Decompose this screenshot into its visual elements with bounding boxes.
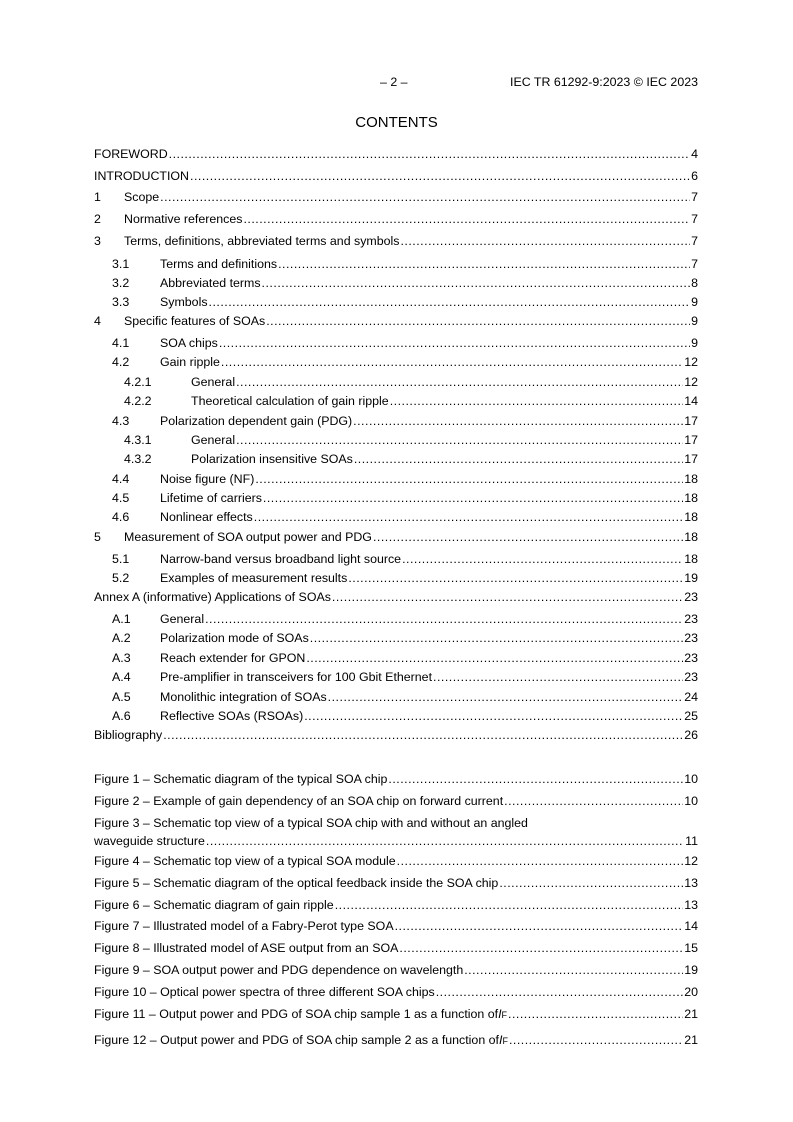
- dot-leader: [390, 393, 684, 409]
- toc-entry-page: 17: [684, 433, 698, 447]
- dot-leader: [348, 570, 683, 586]
- toc-entry[interactable]: [94, 335, 698, 351]
- figure-entry[interactable]: [94, 897, 698, 913]
- toc-entry-page: 17: [684, 452, 698, 466]
- toc-entry-number: 4.3.2: [124, 452, 152, 466]
- figure-entry-title: Figure 10 – Optical power spectra of three different SOA chips: [94, 985, 435, 999]
- toc-entry-title: Terms and definitions: [160, 257, 278, 271]
- dot-leader: [499, 875, 683, 891]
- dot-leader: [236, 374, 683, 390]
- toc-entry-page: 14: [684, 394, 698, 408]
- dot-leader: [354, 451, 683, 467]
- dot-leader: [209, 294, 691, 310]
- toc-entry[interactable]: [94, 168, 698, 184]
- toc-entry[interactable]: [94, 146, 698, 162]
- toc-entry-number: A.3: [112, 651, 131, 665]
- toc-entry[interactable]: [94, 471, 698, 487]
- figure-entry-page: 21: [684, 1033, 698, 1047]
- dot-leader: [402, 551, 683, 567]
- dot-leader: [160, 189, 690, 205]
- toc-entry-page: 6: [691, 169, 698, 183]
- toc-entry-number: 3.3: [112, 295, 130, 309]
- toc-entry[interactable]: [94, 650, 698, 666]
- dot-leader: [169, 146, 690, 162]
- toc-entry-title: Reflective SOAs (RSOAs): [160, 709, 304, 723]
- toc-entry-title: SOA chips: [160, 336, 218, 350]
- toc-entry-number: 3: [94, 234, 101, 248]
- toc-entry-number: 4: [94, 314, 101, 328]
- page-header: [94, 75, 698, 91]
- toc-entry-page: 4: [691, 147, 698, 161]
- figure-entry-title: Figure 9 – SOA output power and PDG dependence on wavelength: [94, 963, 464, 977]
- toc-entry-number: 5: [94, 530, 101, 544]
- figure-entry-line2: [94, 833, 698, 849]
- toc-entry-number: 4.5: [112, 491, 130, 505]
- toc-entry-number: A.6: [112, 709, 131, 723]
- figure-entry-page: 13: [684, 898, 698, 912]
- figure-entry[interactable]: [94, 918, 698, 934]
- toc-entry-page: 23: [684, 670, 698, 684]
- toc-entry[interactable]: [94, 689, 698, 705]
- figure-entry-title: Figure 3 – Schematic top view of a typical SOA chip with and without an angled: [94, 816, 528, 830]
- figure-entry[interactable]: [94, 962, 698, 978]
- toc-entry[interactable]: [94, 509, 698, 525]
- toc-entry-title: Symbols: [160, 295, 208, 309]
- toc-entry-number: 3.1: [112, 257, 130, 271]
- toc-entry[interactable]: [94, 529, 698, 545]
- toc-entry-title: Abbreviated terms: [160, 276, 261, 290]
- toc-entry-title: General: [191, 433, 236, 447]
- figure-entry[interactable]: [94, 815, 698, 849]
- toc-entry-title: Scope: [124, 190, 160, 204]
- toc-entry-number: 4.3.1: [124, 433, 152, 447]
- toc-entry[interactable]: [94, 611, 698, 627]
- toc-entry-title: Theoretical calculation of gain ripple: [191, 394, 389, 408]
- current-symbol-subscript: F: [502, 1036, 508, 1046]
- current-symbol-subscript: F: [501, 1010, 508, 1020]
- toc-entry-title: INTRODUCTION: [94, 169, 189, 183]
- dot-leader: [266, 313, 690, 329]
- toc-entry-title: Polarization mode of SOAs: [160, 631, 309, 645]
- toc-entry-title: Pre-amplifier in transceivers for 100 Gbit Ethernet: [160, 670, 433, 684]
- page-title: CONTENTS: [355, 114, 438, 131]
- toc-entry-title: Narrow-band versus broadband light source: [160, 552, 402, 566]
- toc-entry[interactable]: [94, 551, 698, 567]
- toc-entry-page: 9: [691, 295, 698, 309]
- current-symbol: I: [499, 1033, 503, 1047]
- toc-entry-page: 18: [684, 530, 698, 544]
- toc-entry[interactable]: [94, 570, 698, 586]
- toc-entry-page: 25: [684, 709, 698, 723]
- toc-entry[interactable]: [94, 413, 698, 429]
- toc-entry[interactable]: [94, 275, 698, 291]
- toc-entry-page: 18: [684, 510, 698, 524]
- toc-entry[interactable]: [94, 294, 698, 310]
- toc-entry-page: 7: [691, 234, 698, 248]
- toc-entry[interactable]: [94, 589, 698, 605]
- dot-leader: [255, 471, 683, 487]
- toc-entry-title: Nonlinear effects: [160, 510, 253, 524]
- dot-leader: [163, 727, 683, 743]
- figure-entry-title: Figure 8 – Illustrated model of ASE output from an SOA: [94, 941, 399, 955]
- toc-entry-page: 23: [684, 651, 698, 665]
- toc-entry[interactable]: [94, 313, 698, 329]
- dot-leader: [263, 490, 683, 506]
- toc-entry-number: 4.3: [112, 414, 130, 428]
- toc-entry-page: 23: [684, 612, 698, 626]
- toc-entry[interactable]: [94, 727, 698, 743]
- toc-entry-number: A.2: [112, 631, 131, 645]
- toc-entry-number: 4.2.2: [124, 394, 152, 408]
- toc-entry-page: 12: [684, 355, 698, 369]
- toc-entry-title: Terms, definitions, abbreviated terms and symbols: [124, 234, 400, 248]
- toc-entry[interactable]: [94, 233, 698, 249]
- dot-leader: [254, 509, 683, 525]
- figure-entry[interactable]: [94, 984, 698, 1000]
- dot-leader: [221, 354, 683, 370]
- toc-entry[interactable]: [94, 256, 698, 272]
- figure-entry[interactable]: [94, 1006, 698, 1022]
- toc-entry[interactable]: [94, 211, 698, 227]
- dot-leader: [504, 793, 683, 809]
- toc-entry-number: 5.2: [112, 571, 130, 585]
- dot-leader: [464, 962, 683, 978]
- toc-entry-title: Reach extender for GPON: [160, 651, 306, 665]
- toc-entry-page: 23: [684, 631, 698, 645]
- dot-leader: [236, 432, 683, 448]
- toc-entry-page: 9: [691, 336, 698, 350]
- toc-entry-number: 3.2: [112, 276, 130, 290]
- dot-leader: [395, 918, 684, 934]
- toc-entry-number: 2: [94, 212, 101, 226]
- figure-entry-page: 12: [684, 854, 698, 868]
- toc-entry-page: 8: [691, 276, 698, 290]
- toc-entry-title: Bibliography: [94, 728, 163, 742]
- figure-entry[interactable]: [94, 853, 698, 869]
- toc-entry-number: 4.2: [112, 355, 130, 369]
- figure-entry-title: Figure 4 – Schematic top view of a typical SOA module: [94, 854, 396, 868]
- toc-entry-title: Lifetime of carriers: [160, 491, 262, 505]
- toc-entry-number: 4.2.1: [124, 375, 152, 389]
- toc-entry[interactable]: [94, 189, 698, 205]
- toc-entry-title: Examples of measurement results: [160, 571, 348, 585]
- toc-entry-title: Polarization dependent gain (PDG): [160, 414, 353, 428]
- toc-entry-page: 17: [684, 414, 698, 428]
- dot-leader: [306, 650, 683, 666]
- figure-entry-page: 19: [684, 963, 698, 977]
- dot-leader: [388, 771, 683, 787]
- toc-entry[interactable]: [94, 374, 698, 390]
- document-reference: IEC TR 61292-9:2023 © IEC 2023: [510, 75, 698, 89]
- figure-entry-title: Figure 1 – Schematic diagram of the typical SOA chip: [94, 772, 388, 786]
- dot-leader: [190, 168, 690, 184]
- dot-leader: [399, 940, 683, 956]
- dot-leader: [433, 669, 683, 685]
- toc-entry-page: 7: [691, 212, 698, 226]
- figure-entry[interactable]: [94, 1032, 698, 1048]
- toc-entry-title: Noise figure (NF): [160, 472, 255, 486]
- toc-entry[interactable]: [94, 354, 698, 370]
- toc-entry[interactable]: [94, 669, 698, 685]
- figure-entry-page: 15: [684, 941, 698, 955]
- toc-entry-title: Gain ripple: [160, 355, 220, 369]
- toc-entry-title: Monolithic integration of SOAs: [160, 690, 327, 704]
- dot-leader: [262, 275, 691, 291]
- toc-entry[interactable]: [94, 393, 698, 409]
- dot-leader: [278, 256, 690, 272]
- toc-entry-page: 23: [684, 590, 698, 604]
- dot-leader: [328, 689, 684, 705]
- toc-entry-number: A.4: [112, 670, 131, 684]
- toc-entry-page: 18: [684, 472, 698, 486]
- dot-leader: [205, 611, 683, 627]
- figure-entry-page: 14: [684, 919, 698, 933]
- dot-leader: [436, 984, 684, 1000]
- figure-entry-title: Figure 7 – Illustrated model of a Fabry-Perot type SOA: [94, 919, 394, 933]
- dot-leader: [304, 708, 683, 724]
- figure-entry-page: 13: [684, 876, 698, 890]
- toc-entry-page: 9: [691, 314, 698, 328]
- toc-entry-number: 4.6: [112, 510, 130, 524]
- toc-entry[interactable]: [94, 630, 698, 646]
- figure-entry-title: Figure 12 – Output power and PDG of SOA chip sample 2 as a function of: [94, 1033, 499, 1047]
- dot-leader: [206, 833, 684, 849]
- toc-entry-title: Annex A (informative) Applications of SOAs: [94, 590, 331, 604]
- figure-entry-page: 10: [684, 794, 698, 808]
- toc-entry-page: 18: [684, 552, 698, 566]
- toc-entry-page: 7: [691, 257, 698, 271]
- toc-entry-number: 1: [94, 190, 101, 204]
- toc-entry-page: 7: [691, 190, 698, 204]
- toc-entry-title: Specific features of SOAs: [124, 314, 266, 328]
- figure-entry-title: Figure 5 – Schematic diagram of the optical feedback inside the SOA chip: [94, 876, 499, 890]
- toc-entry[interactable]: [94, 708, 698, 724]
- dot-leader: [335, 897, 684, 913]
- toc-entry-page: 12: [684, 375, 698, 389]
- figure-entry-page: 11: [685, 834, 698, 848]
- dot-leader: [219, 335, 690, 351]
- toc-entry-title: General: [191, 375, 236, 389]
- toc-entry-title: General: [160, 612, 205, 626]
- dot-leader: [397, 853, 684, 869]
- toc-entry-title: Polarization insensitive SOAs: [191, 452, 353, 466]
- toc-entry-page: 24: [684, 690, 698, 704]
- figure-entry[interactable]: [94, 875, 698, 891]
- toc-entry-title: FOREWORD: [94, 147, 168, 161]
- toc-entry-number: 4.4: [112, 472, 130, 486]
- dot-leader: [353, 413, 683, 429]
- toc-entry-number: A.5: [112, 690, 131, 704]
- figure-entry[interactable]: [94, 771, 698, 787]
- toc-entry[interactable]: [94, 490, 698, 506]
- current-symbol: I: [498, 1007, 502, 1021]
- toc-entry-page: 26: [684, 728, 698, 742]
- figure-entry-title: Figure 2 – Example of gain dependency of an SOA chip on forward current: [94, 794, 504, 808]
- toc-entry[interactable]: [94, 451, 698, 467]
- figure-entry[interactable]: [94, 793, 698, 809]
- figure-entry-title: Figure 6 – Schematic diagram of gain ripple: [94, 898, 334, 912]
- dot-leader: [310, 630, 683, 646]
- toc-entry[interactable]: [94, 432, 698, 448]
- dot-leader: [508, 1006, 683, 1022]
- toc-entry-page: 18: [684, 491, 698, 505]
- figure-entry-page: 20: [684, 985, 698, 999]
- toc-entry-title: Normative references: [124, 212, 243, 226]
- dot-leader: [509, 1032, 683, 1048]
- figure-entry-page: 21: [684, 1007, 698, 1021]
- toc-entry-number: A.1: [112, 612, 131, 626]
- dot-leader: [243, 211, 690, 227]
- toc-entry-number: 4.1: [112, 336, 130, 350]
- dot-leader: [373, 529, 683, 545]
- toc-entry-title: Measurement of SOA output power and PDG: [124, 530, 372, 544]
- figure-entry-title: Figure 11 – Output power and PDG of SOA chip sample 1 as a function of: [94, 1007, 499, 1021]
- figure-entry-page: 10: [684, 772, 698, 786]
- dot-leader: [332, 589, 683, 605]
- figure-entry[interactable]: [94, 940, 698, 956]
- figure-entry-title-continued: waveguide structure: [94, 834, 205, 848]
- dot-leader: [400, 233, 690, 249]
- page-number: – 2 –: [380, 75, 408, 89]
- toc-entry-number: 5.1: [112, 552, 130, 566]
- toc-entry-page: 19: [684, 571, 698, 585]
